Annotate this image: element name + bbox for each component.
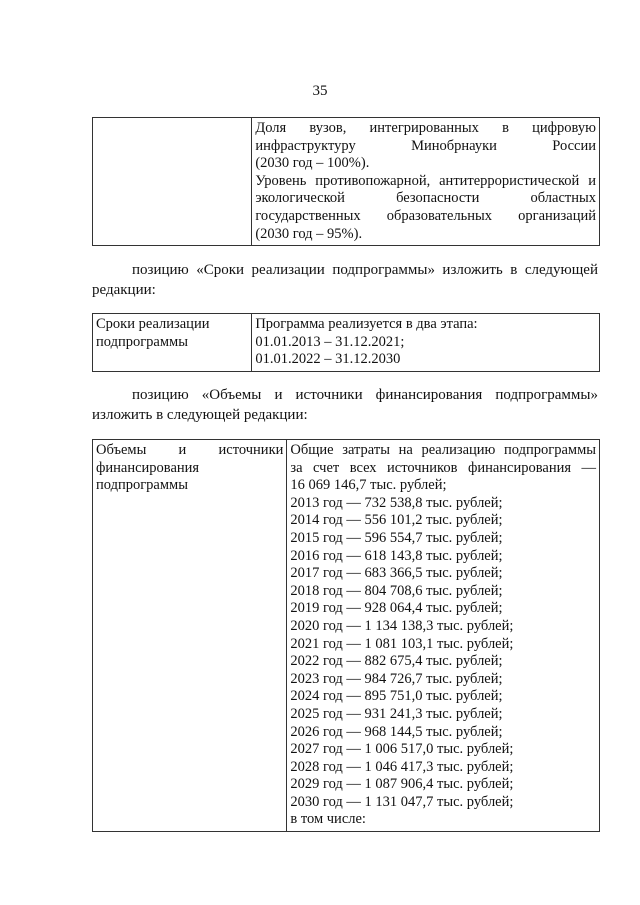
paragraph-funding (92, 386, 598, 425)
label-line: финансирования (96, 459, 200, 476)
table-row (93, 314, 600, 372)
list-item: 2027 год — 1 006 517,0 тыс. рублей; (290, 741, 514, 758)
list-item: 2028 год — 1 046 417,3 тыс. рублей; (290, 758, 514, 775)
terms-value-cell (252, 314, 600, 372)
list-item: 2029 год — 1 087 906,4 тыс. рублей; (290, 776, 514, 793)
table-row (93, 118, 600, 246)
value-line: 01.01.2013 – 31.12.2021; (255, 333, 405, 350)
paragraph-line: позицию «Сроки реализации подпрограммы» изложить в следующей (132, 262, 598, 278)
label-line: подпрограммы (96, 477, 188, 494)
paragraph-line: редакции: (92, 281, 156, 298)
list-item: 2019 год — 928 064,4 тыс. рублей; (290, 600, 503, 617)
list-item: 2014 год — 556 101,2 тыс. рублей; (290, 512, 503, 529)
list-item: 2024 год — 895 751,0 тыс. рублей; (290, 688, 503, 705)
text-line: Доля вузов, интегрированных в цифровую (255, 120, 596, 136)
list-item: 2015 год — 596 554,7 тыс. рублей; (290, 529, 503, 546)
table-row (93, 440, 600, 832)
text-line: экологической безопасности областных (255, 190, 596, 207)
intro-line: Общие затраты на реализацию подпрограммы (290, 442, 596, 458)
empty-cell (93, 118, 252, 246)
label-line: Объемы и источники (96, 442, 284, 458)
intro-line: за счет всех источников финансирования — (290, 459, 596, 476)
text-line: (2030 год – 95%). (255, 225, 363, 242)
intro-line: 16 069 146,7 тыс. рублей; (290, 477, 447, 494)
indicators-cell (252, 118, 600, 246)
indicators-table (92, 117, 600, 246)
paragraph-line: позицию «Объемы и источники финансирования подпрограммы» (132, 387, 598, 403)
list-item: 2013 год — 732 538,8 тыс. рублей; (290, 494, 503, 511)
list-item: 2017 год — 683 366,5 тыс. рублей; (290, 565, 503, 582)
label-line: Сроки реализации (96, 316, 210, 332)
list-item: 2021 год — 1 081 103,1 тыс. рублей; (290, 635, 514, 652)
terms-table (92, 313, 600, 372)
list-item: 2018 год — 804 708,6 тыс. рублей; (290, 582, 503, 599)
text-line: Уровень противопожарной, антитеррористической и (255, 172, 596, 189)
label-line: подпрограммы (96, 333, 188, 350)
list-item: 2020 год — 1 134 138,3 тыс. рублей; (290, 617, 514, 634)
funding-value-cell (287, 440, 600, 832)
text-line: государственных образовательных организаций (255, 207, 596, 224)
yearly-funding-list (290, 495, 596, 812)
list-item: 2030 год — 1 131 047,7 тыс. рублей; (290, 793, 514, 810)
list-item: 2025 год — 931 241,3 тыс. рублей; (290, 705, 503, 722)
paragraph-terms (92, 261, 598, 300)
list-item: 2023 год — 984 726,7 тыс. рублей; (290, 670, 503, 687)
funding-label-cell (93, 440, 287, 832)
funding-table (92, 439, 600, 832)
list-item: 2026 год — 968 144,5 тыс. рублей; (290, 723, 503, 740)
list-item: 2022 год — 882 675,4 тыс. рублей; (290, 653, 503, 670)
text-line: (2030 год – 100%). (255, 155, 370, 172)
page-number: 35 (312, 83, 328, 99)
text-line: инфраструктуру Минобрнауки России (255, 137, 596, 154)
value-line: 01.01.2022 – 31.12.2030 (255, 351, 401, 368)
value-line: Программа реализуется в два этапа: (255, 316, 478, 332)
terms-label-cell (93, 314, 252, 372)
footer-line: в том числе: (290, 811, 366, 828)
list-item: 2016 год — 618 143,8 тыс. рублей; (290, 547, 503, 564)
paragraph-line: изложить в следующей редакции: (92, 406, 308, 423)
